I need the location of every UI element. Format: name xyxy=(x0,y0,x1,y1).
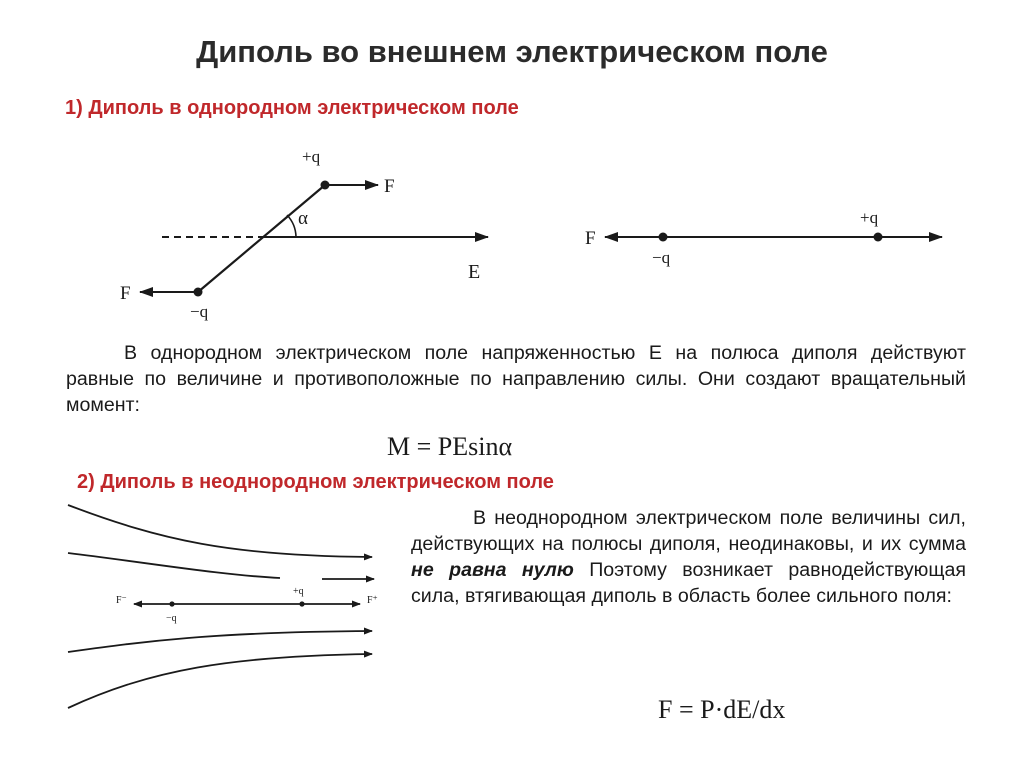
charge-plus-nonuniform xyxy=(299,601,304,606)
label-f-plus: F⁺ xyxy=(367,595,378,606)
page-title: Диполь во внешнем электрическом поле xyxy=(196,34,828,69)
field-line-upper xyxy=(68,553,280,578)
label-minus-q-nonuniform: −q xyxy=(166,613,177,624)
field-line-lower xyxy=(68,631,372,652)
label-minus-q: −q xyxy=(190,302,209,321)
label-plus-q-nonuniform: +q xyxy=(293,586,304,597)
charge-minus-aligned xyxy=(659,233,668,242)
label-force-aligned: F xyxy=(585,228,596,249)
label-alpha: α xyxy=(298,208,308,229)
torque-formula: M = PEsinα xyxy=(387,432,513,461)
charge-plus-aligned xyxy=(874,233,883,242)
field-line-top xyxy=(68,505,372,557)
label-plus-q: +q xyxy=(302,147,321,166)
section2-emphasis: не равна нулю xyxy=(411,559,574,581)
dipole-axis xyxy=(198,185,325,292)
label-force-left: F xyxy=(120,283,131,304)
section2-heading: 2) Диполь в неоднородном электрическом поле xyxy=(77,471,554,493)
section2-text-after: Поэтому возникает равнодействующая сила, втягивающая диполь в область более сильного поля: xyxy=(411,559,967,607)
section1-text: В однородном электрическом поле напряженностью E на полюса диполя действуют равные по величине и противоположные по направлению силы. Они создают вращательный момент: xyxy=(66,342,966,416)
section2-text-before: В неоднородном электрическом поле величины сил, действующих на полюсы диполя, неодинаковы, и их сумма xyxy=(411,507,966,555)
label-minus-q-aligned: −q xyxy=(652,248,671,267)
label-plus-q-aligned: +q xyxy=(860,208,879,227)
section2-paragraph xyxy=(411,505,966,609)
label-f-minus: F⁻ xyxy=(116,595,127,606)
angle-arc xyxy=(287,215,296,237)
section1-paragraph xyxy=(66,340,966,418)
label-field-e: E xyxy=(468,261,481,283)
label-force-right: F xyxy=(384,176,395,197)
field-line-bottom xyxy=(68,654,372,708)
force-formula: F = P·dE/dx xyxy=(658,695,786,724)
charge-minus-nonuniform xyxy=(169,601,174,606)
section1-heading: 1) Диполь в однородном электрическом поле xyxy=(65,97,519,119)
